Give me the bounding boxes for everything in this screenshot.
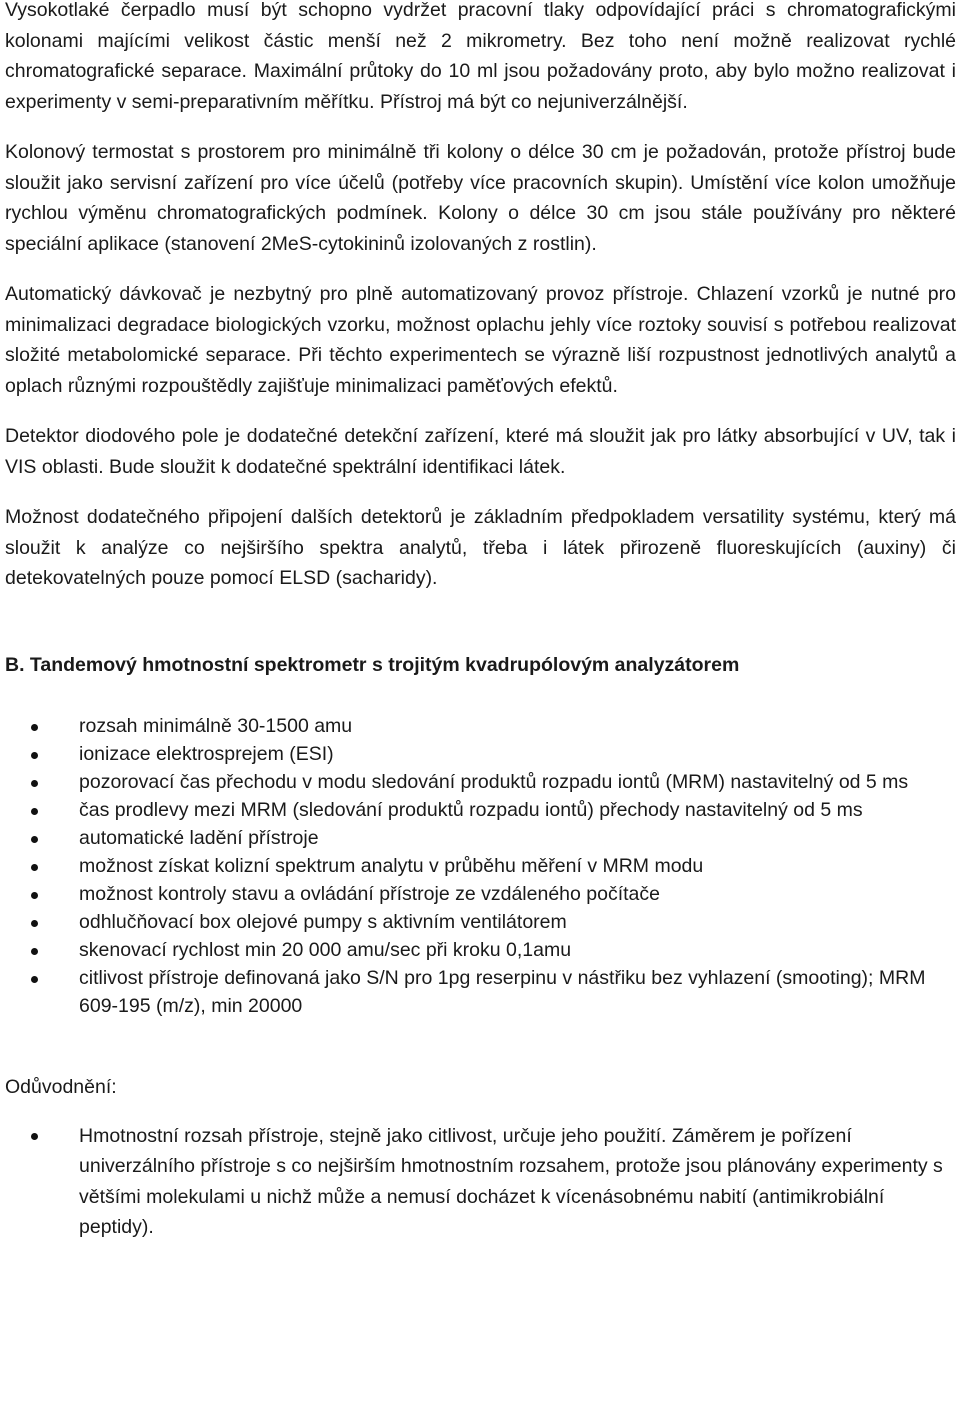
bullet-icon: [31, 1133, 38, 1140]
bullet-icon: [31, 836, 38, 843]
bullet-icon: [31, 948, 38, 955]
list-item-text: automatické ladění přístroje: [79, 827, 319, 849]
list-item: [5, 824, 956, 852]
list-item-text: rozsah minimálně 30-1500 amu: [79, 715, 353, 737]
list-item: [5, 964, 956, 1020]
list-item: [5, 712, 956, 740]
list-item: [5, 880, 956, 908]
justification-list: [5, 1121, 956, 1243]
paragraph-additional-detectors: Možnost dodatečného připojení dalších detektorů je základním předpokladem versatility systému, který má sloužit k analýze co nejširšího spektra analytů, třeba i látek přirozeně fluoreskujících (auxiny) či detekovatelných pouze pomocí ELSD (sacharidy).: [5, 506, 956, 589]
list-item-text: skenovací rychlost min 20 000 amu/sec při kroku 0,1amu: [79, 939, 572, 961]
justification-title: Odůvodnění:: [5, 1076, 117, 1098]
bullet-icon: [31, 976, 38, 983]
spec-list: [5, 712, 956, 1020]
bullet-icon: [31, 780, 38, 787]
bullet-icon: [31, 752, 38, 759]
list-item-text: ionizace elektrosprejem (ESI): [79, 743, 334, 765]
bullet-icon: [31, 808, 38, 815]
document-page: [5, 0, 956, 1243]
bullet-icon: [31, 920, 38, 927]
list-item-text: odhlučňovací box olejové pumpy s aktivním ventilátorem: [79, 911, 567, 933]
list-item-text: citlivost přístroje definovaná jako S/N pro 1pg reserpinu v nástřiku bez vyhlazení (smooting); MRM 609-195 (m/z), min 20000: [79, 967, 926, 1017]
list-item: [5, 796, 956, 824]
bullet-icon: [31, 724, 38, 731]
list-item: [5, 936, 956, 964]
list-item: [5, 852, 956, 880]
paragraph-diode-array-detector: Detektor diodového pole je dodatečné detekční zařízení, které má sloužit jak pro látky absorbující v UV, tak i VIS oblasti. Bude sloužit k dodatečné spektrální identifikaci látek.: [5, 425, 956, 478]
list-item: [5, 768, 956, 796]
bullet-icon: [31, 892, 38, 899]
section-heading: B. Tandemový hmotnostní spektrometr s trojitým kvadrupólovým analyzátorem: [5, 653, 740, 676]
paragraph-pump: Vysokotlaké čerpadlo musí být schopno vydržet pracovní tlaky odpovídající práci s chromatografickými kolonami majícími velikost částic menší než 2 mikrometry. Bez toho není možně realizovat rychlé chromatografické separace. Maximální průtoky do 10 ml jsou požadovány proto, aby bylo možno realizovat i experimenty v semi-preparativním měřítku. Přístroj má být co nejuniverzálnější.: [5, 0, 956, 113]
paragraph-column-thermostat: Kolonový termostat s prostorem pro minimálně tři kolony o délce 30 cm je požadován, protože přístroj bude sloužit jako servisní zařízení pro více účelů (potřeby více pracovních skupin). Umístění více kolon umožňuje rychlou výměnu chromatografických podmínek. Kolony o délce 30 cm jsou stále používány pro některé speciální aplikace (stanovení 2MeS-cytokininů izolovaných z rostlin).: [5, 141, 956, 255]
list-item-text: Hmotnostní rozsah přístroje, stejně jako citlivost, určuje jeho použití. Záměrem je pořízení univerzálního přístroje s co nejširším hmotnostním rozsahem, protože jsou plánovány experimenty s většími molekulami u nichž může a nemusí docházet k vícenásobnému nabití (antimikrobiální peptidy).: [79, 1124, 943, 1238]
bullet-icon: [31, 864, 38, 871]
list-item-text: možnost získat kolizní spektrum analytu v průběhu měření v MRM modu: [79, 855, 704, 877]
list-item: [5, 908, 956, 936]
list-item-text: pozorovací čas přechodu v modu sledování produktů rozpadu iontů (MRM) nastavitelný od 5 ms: [79, 771, 909, 793]
list-item-text: možnost kontroly stavu a ovládání přístroje ze vzdáleného počítače: [79, 883, 660, 905]
paragraph-autosampler: Automatický dávkovač je nezbytný pro plně automatizovaný provoz přístroje. Chlazení vzorků je nutné pro minimalizaci degradace biologických vzorku, možnost oplachu jehly více roztoky souvisí s potřebou realizovat složité metabolomické separace. Při těchto experimentech se výrazně liší rozpustnost jednotlivých analytů a oplach různými rozpouštědly zajišťuje minimalizaci paměťových efektů.: [5, 283, 956, 397]
list-item: [5, 1121, 956, 1243]
list-item: [5, 740, 956, 768]
list-item-text: čas prodlevy mezi MRM (sledování produktů rozpadu iontů) přechody nastavitelný od 5 ms: [79, 799, 863, 821]
